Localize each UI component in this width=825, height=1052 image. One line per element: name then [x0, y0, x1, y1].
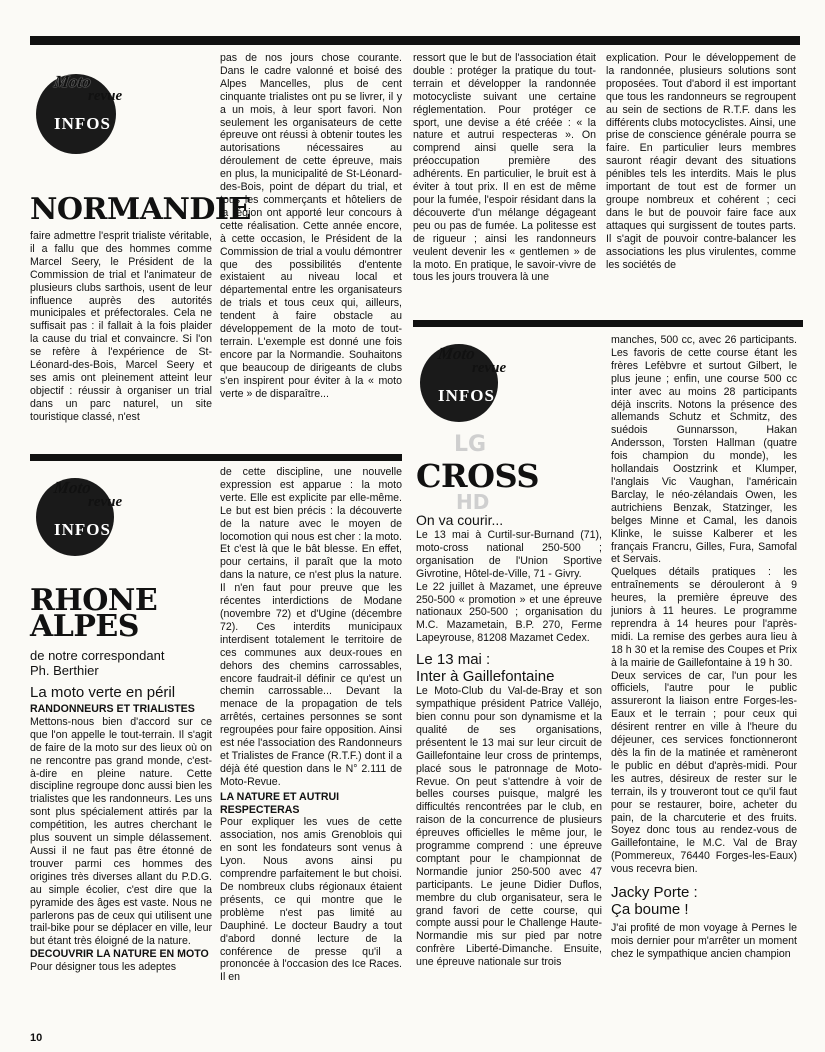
- logo-moto: Moto: [52, 72, 93, 91]
- normandie-text-4: explication. Pour le développement de la randonnée, plusieurs solutions sont proposées. Tout d'abord il est important que tous les randonneurs se regroupent au sein de sections de R.T.F. dans les différents clubs motocyclistes. Ainsi, une prise de conscience générale pourra se faire. En particulier leurs membres sauront réagir devant des situations pénibles tels les interdits. Mais le plus important de tout est de former un groupe nombreux et cohérent ; ceci dans le but de pouvoir faire face aux attaques qui surgissent de toutes parts. Il s'agit de pouvoir contre-balancer les associations les plus virulentes, comme les sociétés de: [606, 52, 796, 271]
- rhone-article-title: La moto verte en péril: [30, 684, 176, 701]
- rhone-top-rule: [30, 454, 402, 461]
- rhone-column-1: [30, 648, 212, 1030]
- normandie-column-1: [30, 230, 212, 450]
- rhone-subheading-2: DECOUVRIR LA NATURE EN MOTO: [30, 948, 209, 961]
- page-number: 10: [30, 1032, 43, 1044]
- moto-revue-infos-logo-normandie: [34, 66, 174, 186]
- section-heading-cross: CROSS: [416, 457, 539, 495]
- logo-infos: INFOS: [54, 114, 111, 133]
- logo-revue: revue: [88, 494, 123, 510]
- moto-revue-infos-logo-cross: [418, 336, 558, 446]
- section-heading-normandie: NORMANDIE: [30, 192, 251, 227]
- rhone-column-2: [220, 466, 402, 1042]
- cross-text-2: manches, 500 cc, avec 26 participants. Les favoris de cette course étant les frères Lefèbvre et surtout Gilbert, le plus jeune ; enfin, une course 500 cc inter avec au moins 28 participants déjà inscrits. Notons la présence des allemands Schutz et Schmitz, des suédois Gunnarsson, Hakan Andersson, Torsten Hallman (quatre fois champion du monde), les hollandais Oostzrink et Klumper, l'anglais Vic Vaughan, l'américain Barclay, le néo-zélandais Owen, les autrichiens Benzak, Statzinger, les belges Minne et Camal, les danois Klinke, le suisse Kalberer et les français Francru, Gilles, Fura, Samofal et Servais.: [611, 334, 797, 566]
- normandie-text-1: faire admettre l'esprit trialiste véritable, il a fallu que des hommes comme Marcel Seery, le Président de la Commission de trial et l'animateur de plusieurs clubs sarthois, usent de leur influence auprès des autorités municipales et préfectorales. Cela ne suffisait pas : il fallait à la fois plaider la cause du trial et convaincre. Si l'on se refère à l'expérience de St-Léonard-des-Bois, Marcel Seery et ses amis ont pleinement atteint leur objectif : réussir à organiser un trial dans un parc naturel, un site touristique classé, n'est: [30, 230, 212, 423]
- watermark-hd: HD: [456, 490, 490, 514]
- cross-paragraph-1: Le 13 mai à Curtil-sur-Burnand (71), moto-cross national 250-500 ; organisation de l'Union Sportive Givrotine, Hôtel-de-Ville, 71 - Givry.: [416, 529, 602, 580]
- rhone-byline-1: de notre correspondant: [30, 648, 165, 663]
- logo-moto: Moto: [52, 478, 93, 497]
- rhone-subheading-1: RANDONNEURS ET TRIALISTES: [30, 703, 195, 715]
- normandie-column-4: [606, 52, 796, 314]
- rhone-paragraph-2: Pour désigner tous les adeptes: [30, 961, 177, 974]
- top-rule: [30, 36, 800, 45]
- logo-revue: revue: [472, 360, 507, 376]
- cross-title-1: On va courir...: [416, 512, 504, 528]
- rhone-heading-line-2: ALPES: [30, 609, 139, 644]
- cross-paragraph-3: Le Moto-Club du Val-de-Bray et son sympathique président Patrice Valléjo, bien connu pour son dynamisme et la qualité de ses organisations, présentent le 13 mai sur leur circuit de Gaillefontaine leur cross de printemps, placé sous le patronnage de Moto-Revue. On peut s'attendre à voir de belles courses puisque, malgré les difficultés rencontrées par le club, en raison de la concurrence de plusieurs épreuves officielles le même jour, le programme comprend : une épreuve comptant pour le championnat de Normandie junior 250-500 avec 47 participants. Le jeune Didier Duflos, membre du club organisateur, sera le grand favori de cette course, qui compte aussi pour le Challenge Haute-Normandie mis sur pied par notre confrère Liberté-Dimanche. Ensuite, une épreuve nationale sur trois: [416, 685, 602, 969]
- rhone-subheading-3: LA NATURE ET AUTRUI RESPECTERAS: [220, 790, 340, 816]
- logo-moto: Moto: [436, 344, 477, 363]
- watermark-lg: LG: [454, 432, 487, 457]
- cross-top-rule: [413, 320, 803, 327]
- cross-paragraph-4: J'ai profité de mon voyage à Pernes le mois dernier pour m'arrêter un moment chez le sympathique ancien champion: [611, 922, 797, 960]
- cross-title-3b: Ça boume !: [611, 901, 689, 919]
- rhone-heading-line-1: RHONE: [30, 583, 158, 618]
- cross-column-1: [416, 512, 602, 1042]
- normandie-column-2: [220, 52, 402, 450]
- normandie-text-3: ressort que le but de l'association était double : protéger la pratique du tout-terrain et développer la randonnée motocycliste suivant une certaine réglementation. Pour protéger ce sport, une devise a été créée : « la nature et autrui respecteras ». On comprend ainsi quelle sera la préoccupation première des adhérents. En particulier, le bruit est à éviter à tout prix. Il en est de même pour la fumée, l'espoir résidant dans la découverte d'un mélange dégageant peu ou pas de fumée. La politesse est de rigueur ; ainsi les randonneurs veulent devenir les « gentlemen » de la moto. En pratique, le savoir-vivre de tous les jours trouvera là une: [413, 52, 596, 284]
- cross-text-2c: Deux services de car, l'un pour les officiels, l'autre pour le public assureront la liaison entre Forges-les-Eaux et le terrain ; pour ceux qui désirent rentrer en ville à l'heure du déjeuner, ces services fonctionneront dès la fin de la matinée et ramèneront le public en début d'après-midi. Pour les autres, désireux de rester sur le terrain, ils y trouveront tout ce qu'il faut pour se restaurer, boire, acheter du pain, de la charcuterie et des fruits. Soyez donc tous au rendez-vous de Gaillefontaine, le M.C. Val de Bray (Pommereux, 76440 Forges-les-Eaux) vous recevra bien.: [611, 669, 797, 876]
- normandie-column-3: [413, 52, 596, 314]
- section-heading-rhone: [30, 583, 158, 644]
- cross-column-2: [611, 334, 797, 1044]
- moto-revue-infos-logo-rhone: [34, 470, 174, 580]
- cross-title-2a: Le 13 mai :: [416, 651, 491, 669]
- normandie-text-2: pas de nos jours chose courante. Dans le cadre valonné et boisé des Alpes Mancelles, plus de cent cinquante trialistes ont pu se livrer, il y a un mois, à leur sport favori. Non seulement les organisateurs de cette épreuve ont réussi à obtenir toutes les autorisations nécessaires au déroulement de cette épreuve, mais en plus, la municipalité de St-Léonard-des-Bois, point de départ du trial, et tous les commerçants et hôteliers de la région ont apporté leur concours à cette réalisation. Cette année encore, à cette occasion, le Président de la Commission de trial a voulu démontrer que des possibilités d'entente existaient au niveau local et départemental entre les organisateurs de trials et tous ceux qui, ailleurs, tendent à faire obstacle au développement de la moto de tout-terrain. L'exemple est donné une fois encore par la Normandie. Souhaitons que beaucoup de dirigeants de clubs s'en inspirent pour éviter à la « moto verte » de disparaître...: [220, 52, 402, 400]
- rhone-text-2b: Pour expliquer les vues de cette association, nos amis Grenoblois qui en sont les fondateurs sont venus à Lyon. Nous avons ainsi pu comprendre parfaitement le but choisi. De nombreux clubs régionaux étaient présents, ce qui montre que le problème n'est pas limité au Dauphiné. Le docteur Baudry a tout d'abord donné lecture de la conférence de presse qu'il a prononcée à l'occasion des Ice Races. Il en: [220, 816, 402, 984]
- logo-infos: INFOS: [438, 386, 495, 405]
- cross-title-3a: Jacky Porte :: [611, 884, 698, 902]
- rhone-paragraph-1: Mettons-nous bien d'accord sur ce que l'on appelle le tout-terrain. Il s'agit de faire de la moto sur des lieux où on ne rencontre pas grand monde, c'est-à-dire en pleine nature. Cette discipline regroupe donc aussi bien les trialistes que les randonneurs. Les uns sont plus spécialement attirés par la compétition, les autres cherchant le plus souvent un simple délassement. Aussi il ne faut pas être étonné de trouver parmi ces hommes des origines très diverses allant du P.D.G. au simple écolier, c'est dire que la pyramide des âges est vaste. Nous ne parlerons pas de ceux qui utilisent une trail-bike pour se déplacer en ville, leur but étant très éloigné de la nature.: [30, 715, 212, 948]
- rhone-byline-2: Ph. Berthier: [30, 663, 99, 678]
- logo-infos: INFOS: [54, 520, 111, 539]
- cross-paragraph-2: Le 22 juillet à Mazamet, une épreuve 250-500 « promotion » et une épreuve nationaux 250-500 ; organisation du M.C. Mazametain, B.P. 270, Ferme Lapeyrouse, 81208 Mazamet Cedex.: [416, 580, 602, 645]
- logo-revue: revue: [88, 88, 123, 104]
- cross-text-2b: Quelques détails pratiques : les entraînements se dérouleront à 9 heures, la première épreuve des juniors à 11 heures. Le programme reprendra à 14 heures pour l'après-midi. La remise des gerbes aura lieu à 18 h 30 et la remise des Coupes et Prix à la mairie de Gaillefontaine à 19 h 30.: [611, 566, 797, 669]
- cross-title-2b: Inter à Gaillefontaine: [416, 668, 555, 686]
- rhone-text-2a: de cette discipline, une nouvelle expression est apparue : la moto verte. Elle est explicite par elle-même. Le but est bien précis : la découverte de la nature avec le moyen de locomotion qui nous est cher : la moto. Et c'est là que le bât blesse. En effet, pour certains, il paraît que la moto dans la nature, ce n'est plus la nature. Il n'en faut pour preuve que les récentes interdictions de Modane (novembre 72) et d'Ugine (décembre 72). Ces interdits municipaux interdisent totalement le territoire de ces communes aux deux-roues en dehors des chemins carrossables, encore faudrait-il définir ce qu'est un chemin carrossable... Devant la menace de la propagation de tels arrêtés, certaines personnes se sont regroupées pour faire opposition. Ainsi est née l'association des Randonneurs et Trialistes de France (R.T.F.) dont il a déjà été question dans le N° 2.111 de Moto-Revue.: [220, 466, 402, 788]
